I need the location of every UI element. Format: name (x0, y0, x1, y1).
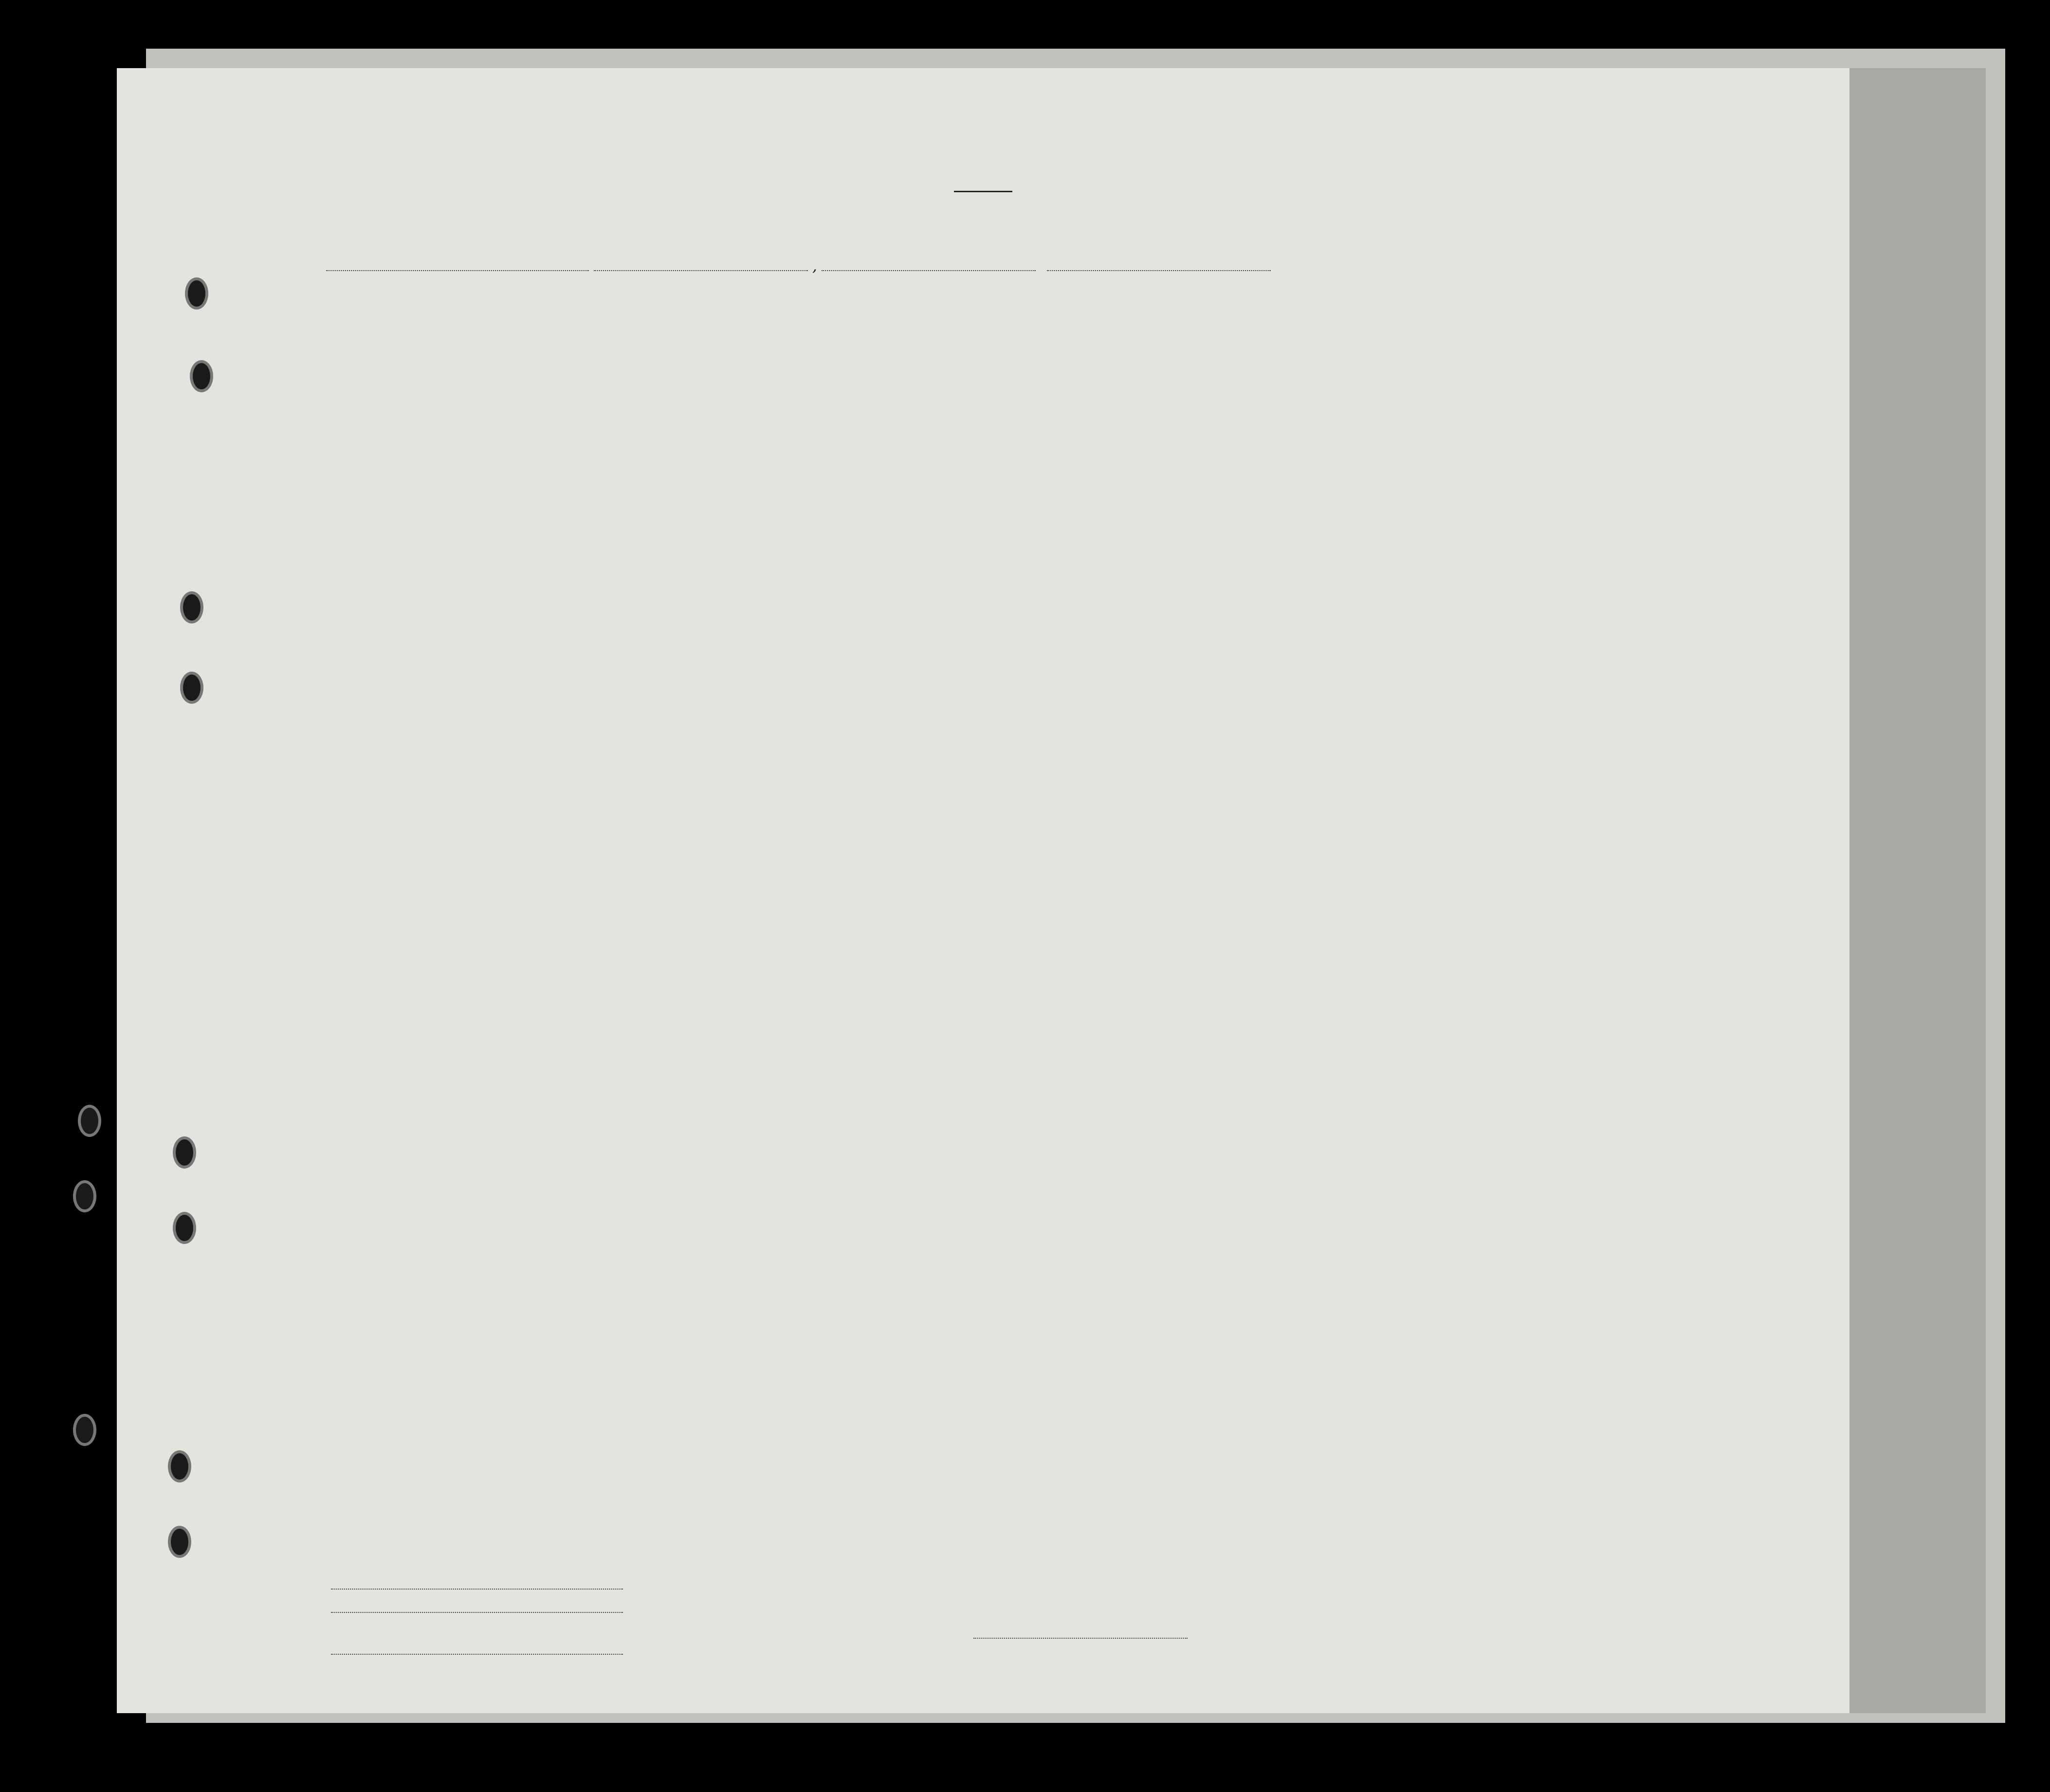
vessel-line: , (326, 258, 1285, 275)
manifest-grid (117, 68, 1849, 1713)
binder-hole (168, 1450, 191, 1482)
binder-hole (73, 1414, 96, 1446)
manifest-sheet (117, 68, 1849, 1713)
owners-value (331, 1612, 623, 1613)
binder-hole (173, 1136, 196, 1169)
binder-hole (168, 1526, 191, 1558)
binder-hole (180, 591, 203, 623)
binder-hole (73, 1180, 96, 1212)
underlying-page-edge (1849, 68, 1986, 1713)
binder-hole (173, 1212, 196, 1244)
immigrant-inspector-label (973, 1638, 1188, 1641)
binder-hole (180, 672, 203, 704)
binder-hole (190, 360, 213, 392)
line-value (331, 1589, 623, 1590)
agents-value (331, 1627, 623, 1655)
binder-hole (185, 277, 208, 310)
binder-hole (78, 1105, 101, 1137)
